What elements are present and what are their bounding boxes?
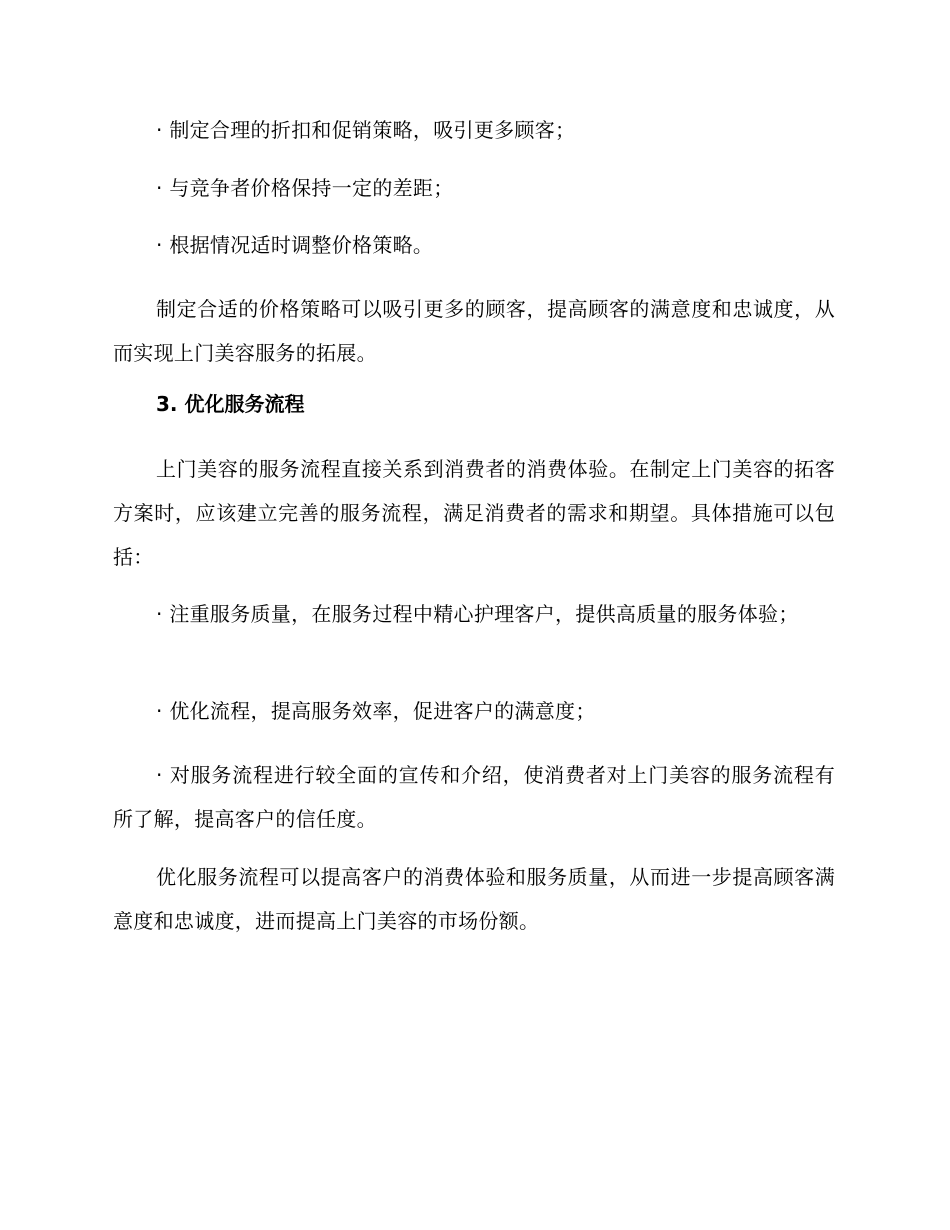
bullet-adjust-pricing: · 根据情况适时调整价格策略。: [156, 233, 434, 257]
bullet-price-gap: · 与竞争者价格保持一定的差距；: [156, 176, 454, 200]
process-summary-paragraph: 优化服务流程可以提高客户的消费体验和服务质量，从而进一步提高顾客满意度和忠诚度，进而提高上门美容的市场份额。: [113, 865, 835, 933]
bullet-service-quality: · 注重服务质量，在服务过程中精心护理客户，提供高质量的服务体验；: [156, 602, 799, 626]
bullet-discount-promotion: · 制定合理的折扣和促销策略，吸引更多顾客；: [156, 118, 576, 142]
pricing-summary-paragraph: 制定合适的价格策略可以吸引更多的顾客，提高顾客的满意度和忠诚度，从而实现上门美容服务的拓展。: [113, 297, 835, 365]
bullet-promote-process: · 对服务流程进行较全面的宣传和介绍，使消费者对上门美容的服务流程有所了解，提高客户的信任度。: [113, 763, 835, 831]
process-intro-paragraph: 上门美容的服务流程直接关系到消费者的消费体验。在制定上门美容的拓客方案时，应该建立完善的服务流程，满足消费者的需求和期望。具体措施可以包括：: [113, 457, 835, 569]
bullet-optimize-efficiency: · 优化流程，提高服务效率，促进客户的满意度；: [156, 699, 596, 723]
section-heading: 3. 优化服务流程: [156, 392, 305, 416]
